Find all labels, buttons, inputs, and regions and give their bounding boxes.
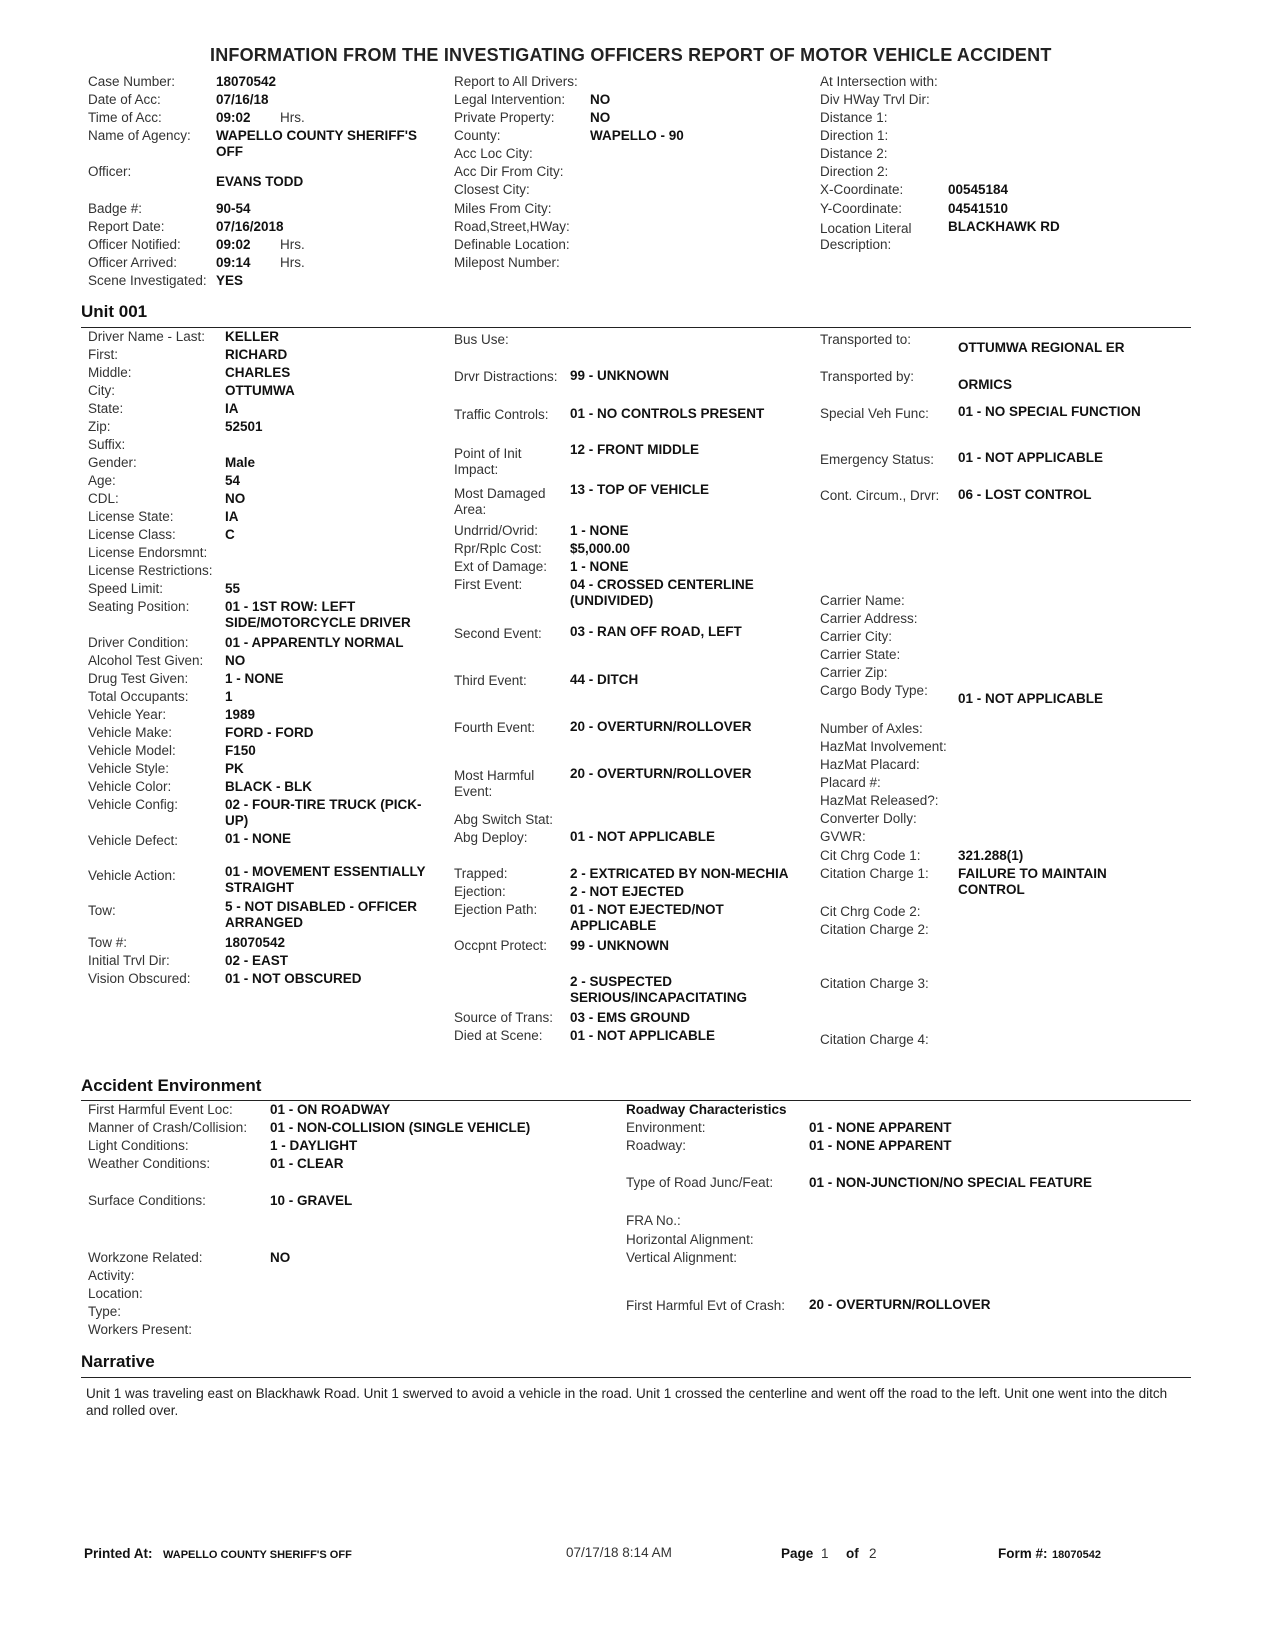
field-label: Middle: xyxy=(88,365,132,380)
page-title: INFORMATION FROM THE INVESTIGATING OFFICERS REPORT OF MOTOR VEHICLE ACCIDENT xyxy=(210,45,1052,65)
field-label: Ejection: xyxy=(454,884,506,899)
field-label: Bus Use: xyxy=(454,332,509,347)
field-label: Manner of Crash/Collision: xyxy=(88,1120,248,1135)
repair-cost: $5,000.00 xyxy=(570,541,631,556)
print-timestamp: 07/17/18 8:14 AM xyxy=(566,1545,672,1560)
field-label: Citation Charge 3: xyxy=(820,976,929,991)
private-property: NO xyxy=(590,110,611,125)
field-label: Citation Charge 4: xyxy=(820,1032,929,1047)
page-total: 2 xyxy=(869,1546,877,1561)
field-label: Event: xyxy=(454,784,493,799)
field-label: Roadway: xyxy=(626,1138,687,1153)
field-label: Impact: xyxy=(454,462,499,477)
field-label: Time of Acc: xyxy=(88,110,162,125)
first-event-cont: (UNDIVIDED) xyxy=(570,593,654,608)
field-label: Converter Dolly: xyxy=(820,811,917,826)
field-label: Cont. Circum., Drvr: xyxy=(820,488,940,503)
field-label: X-Coordinate: xyxy=(820,182,904,197)
driver-city: OTTUMWA xyxy=(225,383,295,398)
field-label: Type of Road Junc/Feat: xyxy=(626,1175,774,1190)
field-label: Acc Loc City: xyxy=(454,146,533,161)
field-label: GVWR: xyxy=(820,829,866,844)
ejection-path: 01 - NOT EJECTED/NOT xyxy=(570,902,724,917)
ejection-path-cont: APPLICABLE xyxy=(570,918,657,933)
source-of-transport: 03 - EMS GROUND xyxy=(570,1010,691,1025)
field-label: Abg Switch Stat: xyxy=(454,812,554,827)
field-label: Surface Conditions: xyxy=(88,1193,206,1208)
field-label: Definable Location: xyxy=(454,237,570,252)
most-damaged-area: 13 - TOP OF VEHICLE xyxy=(570,482,710,497)
field-label: Ext of Damage: xyxy=(454,559,548,574)
field-label: County: xyxy=(454,128,501,143)
date-of-acc: 07/16/18 xyxy=(216,92,269,107)
vehicle-style: PK xyxy=(225,761,244,776)
narrative-divider xyxy=(81,1377,1191,1378)
field-label: Gender: xyxy=(88,455,137,470)
field-label: Total Occupants: xyxy=(88,689,189,704)
initial-travel-dir: 02 - EAST xyxy=(225,953,289,968)
field-label: Placard #: xyxy=(820,775,881,790)
field-label: Direction 2: xyxy=(820,164,889,179)
narrative-text: Unit 1 was traveling east on Blackhawk Road. Unit 1 swerved to avoid a vehicle in the road. Unit 1 crossed the centerline and went off the road to the left. Unit one went into the ditch and rolled over. xyxy=(86,1386,1168,1418)
field-label: Seating Position: xyxy=(88,599,190,614)
field-label: Report Date: xyxy=(88,219,165,234)
hrs-suffix: Hrs. xyxy=(280,237,305,252)
driver-last-name: KELLER xyxy=(225,329,279,344)
field-label: Emergency Status: xyxy=(820,452,935,467)
vehicle-year: 1989 xyxy=(225,707,256,722)
fourth-event: 20 - OVERTURN/ROLLOVER xyxy=(570,719,752,734)
field-label: First Harmful Evt of Crash: xyxy=(626,1298,786,1313)
traffic-controls: 01 - NO CONTROLS PRESENT xyxy=(570,406,765,421)
field-label: Tow #: xyxy=(88,935,128,950)
field-label: Report to All Drivers: xyxy=(454,74,578,89)
field-label: Died at Scene: xyxy=(454,1028,543,1043)
died-at-scene: 01 - NOT APPLICABLE xyxy=(570,1028,716,1043)
manner-of-crash: 01 - NON-COLLISION (SINGLE VEHICLE) xyxy=(270,1120,531,1135)
hrs-suffix: Hrs. xyxy=(280,110,305,125)
field-label: Cargo Body Type: xyxy=(820,683,928,698)
injury-status-cont: SERIOUS/INCAPACITATING xyxy=(570,990,748,1005)
field-label: Vision Obscured: xyxy=(88,971,191,986)
field-label: Carrier Address: xyxy=(820,611,918,626)
emergency-status: 01 - NOT APPLICABLE xyxy=(958,450,1104,465)
field-label: License Class: xyxy=(88,527,176,542)
occupant-protection: 99 - UNKNOWN xyxy=(570,938,670,953)
field-label: Acc Dir From City: xyxy=(454,164,564,179)
cargo-body-type: 01 - NOT APPLICABLE xyxy=(958,691,1104,706)
first-harmful-event-loc: 01 - ON ROADWAY xyxy=(270,1102,391,1117)
field-label: Officer Arrived: xyxy=(88,255,178,270)
third-event: 44 - DITCH xyxy=(570,672,639,687)
extent-of-damage: 1 - NONE xyxy=(570,559,629,574)
field-label: Area: xyxy=(454,502,487,517)
county: WAPELLO - 90 xyxy=(590,128,684,143)
environment-heading: Accident Environment xyxy=(81,1076,262,1095)
field-label: Citation Charge 1: xyxy=(820,866,929,881)
field-label: Carrier Name: xyxy=(820,593,905,608)
field-label: Third Event: xyxy=(454,673,527,688)
field-label: Citation Charge 2: xyxy=(820,922,929,937)
point-of-impact: 12 - FRONT MIDDLE xyxy=(570,442,700,457)
field-label: Weather Conditions: xyxy=(88,1156,211,1171)
agency-name: WAPELLO COUNTY SHERIFF'S xyxy=(216,128,417,143)
driver-middle-name: CHARLES xyxy=(225,365,291,380)
x-coordinate: 00545184 xyxy=(948,182,1009,197)
light-conditions: 1 - DAYLIGHT xyxy=(270,1138,358,1153)
field-label: Traffic Controls: xyxy=(454,407,549,422)
field-label: Rpr/Rplc Cost: xyxy=(454,541,542,556)
field-label: First: xyxy=(88,347,118,362)
field-label: Distance 1: xyxy=(820,110,888,125)
driver-zip: 52501 xyxy=(225,419,263,434)
citation-charge-1-cont: CONTROL xyxy=(958,882,1025,897)
unit-heading: Unit 001 xyxy=(81,302,148,321)
drug-test: 1 - NONE xyxy=(225,671,284,686)
field-label: Activity: xyxy=(88,1268,135,1283)
field-label: Carrier Zip: xyxy=(820,665,888,680)
transported-to: OTTUMWA REGIONAL ER xyxy=(958,340,1125,355)
underride-override: 1 - NONE xyxy=(570,523,629,538)
field-label: Distance 2: xyxy=(820,146,888,161)
time-of-acc: 09:02 xyxy=(216,110,251,125)
field-label: Direction 1: xyxy=(820,128,889,143)
field-label: Suffix: xyxy=(88,437,126,452)
field-label: Alcohol Test Given: xyxy=(88,653,204,668)
road-junction-feature: 01 - NON-JUNCTION/NO SPECIAL FEATURE xyxy=(809,1175,1093,1190)
field-label: Vehicle Action: xyxy=(88,868,176,883)
field-label: Case Number: xyxy=(88,74,176,89)
tow-cont: ARRANGED xyxy=(225,915,304,930)
page-label: Page xyxy=(781,1546,814,1561)
roadway-value: 01 - NONE APPARENT xyxy=(809,1138,952,1153)
license-class: C xyxy=(225,527,235,542)
field-label: HazMat Involvement: xyxy=(820,739,947,754)
transported-by: ORMICS xyxy=(958,377,1012,392)
field-label: Ejection Path: xyxy=(454,902,538,917)
field-label: Cit Chrg Code 2: xyxy=(820,904,921,919)
citation-code-1: 321.288(1) xyxy=(958,848,1024,863)
field-label: Number of Axles: xyxy=(820,721,923,736)
field-label: City: xyxy=(88,383,115,398)
case-number: 18070542 xyxy=(216,74,277,89)
alcohol-test: NO xyxy=(225,653,246,668)
total-occupants: 1 xyxy=(225,689,233,704)
seating-position: 01 - 1ST ROW: LEFT xyxy=(225,599,356,614)
field-label: Carrier City: xyxy=(820,629,893,644)
vehicle-action-cont: STRAIGHT xyxy=(225,880,294,895)
field-label: Occpnt Protect: xyxy=(454,938,548,953)
field-label: HazMat Placard: xyxy=(820,757,920,772)
field-label: Officer Notified: xyxy=(88,237,181,252)
driver-state: IA xyxy=(225,401,239,416)
field-label: Light Conditions: xyxy=(88,1138,189,1153)
field-label: Undrrid/Ovrid: xyxy=(454,523,539,538)
vehicle-color: BLACK - BLK xyxy=(225,779,312,794)
field-label: Initial Trvl Dir: xyxy=(88,953,170,968)
field-label: Miles From City: xyxy=(454,201,552,216)
first-harmful-event-of-crash: 20 - OVERTURN/ROLLOVER xyxy=(809,1297,991,1312)
field-label: Date of Acc: xyxy=(88,92,161,107)
field-label: HazMat Released?: xyxy=(820,793,939,808)
driver-cdl: NO xyxy=(225,491,246,506)
driver-gender: Male xyxy=(225,455,256,470)
field-label: Vehicle Model: xyxy=(88,743,176,758)
field-label: Private Property: xyxy=(454,110,555,125)
field-label: Officer: xyxy=(88,164,132,179)
field-label: Location Literal xyxy=(820,221,912,236)
printed-at-label: Printed At: xyxy=(84,1546,153,1561)
driver-distractions: 99 - UNKNOWN xyxy=(570,368,670,383)
field-label: Location: xyxy=(88,1286,143,1301)
vision-obscured: 01 - NOT OBSCURED xyxy=(225,971,362,986)
field-label: Scene Investigated: xyxy=(88,273,207,288)
field-label: First Event: xyxy=(454,577,523,592)
license-state: IA xyxy=(225,509,239,524)
field-label: Most Harmful xyxy=(454,768,535,783)
vehicle-model: F150 xyxy=(225,743,256,758)
form-label: Form #: xyxy=(998,1546,1048,1561)
printed-at-value: WAPELLO COUNTY SHERIFF'S OFF xyxy=(163,1549,352,1561)
legal-intervention: NO xyxy=(590,92,611,107)
form-number: 18070542 xyxy=(1052,1549,1101,1561)
field-label: License Endorsmnt: xyxy=(88,545,208,560)
field-label: Drvr Distractions: xyxy=(454,369,558,384)
field-label: Speed Limit: xyxy=(88,581,164,596)
driver-condition: 01 - APPARENTLY NORMAL xyxy=(225,635,404,650)
field-label: Horizontal Alignment: xyxy=(626,1232,754,1247)
field-label: Y-Coordinate: xyxy=(820,201,903,216)
field-label: Tow: xyxy=(88,903,116,918)
field-label: Source of Trans: xyxy=(454,1010,554,1025)
field-label: License State: xyxy=(88,509,174,524)
field-label: Vertical Alignment: xyxy=(626,1250,738,1265)
driver-age: 54 xyxy=(225,473,241,488)
field-label: Driver Condition: xyxy=(88,635,189,650)
field-label: Most Damaged xyxy=(454,486,546,501)
scene-investigated: YES xyxy=(216,273,244,288)
field-label: Vehicle Year: xyxy=(88,707,167,722)
page-number: 1 xyxy=(821,1546,829,1561)
field-label: Closest City: xyxy=(454,182,530,197)
badge-number: 90-54 xyxy=(216,201,251,216)
vehicle-action: 01 - MOVEMENT ESSENTIALLY xyxy=(225,864,426,879)
field-label: Abg Deploy: xyxy=(454,830,528,845)
field-label: FRA No.: xyxy=(626,1213,681,1228)
vehicle-defect: 01 - NONE xyxy=(225,831,292,846)
field-label: Vehicle Defect: xyxy=(88,833,179,848)
officer-notified: 09:02 xyxy=(216,237,251,252)
ejection: 2 - NOT EJECTED xyxy=(570,884,685,899)
most-harmful-event: 20 - OVERTURN/ROLLOVER xyxy=(570,766,752,781)
field-label: Workzone Related: xyxy=(88,1250,203,1265)
weather-conditions: 01 - CLEAR xyxy=(270,1156,344,1171)
trapped: 2 - EXTRICATED BY NON-MECHIA xyxy=(570,866,789,881)
officer-arrived: 09:14 xyxy=(216,255,251,270)
narrative-heading: Narrative xyxy=(81,1352,155,1371)
environment-divider xyxy=(81,1100,1191,1101)
second-event: 03 - RAN OFF ROAD, LEFT xyxy=(570,624,742,639)
citation-charge-1: FAILURE TO MAINTAIN xyxy=(958,866,1107,881)
agency-name-cont: OFF xyxy=(216,144,243,159)
airbag-deploy: 01 - NOT APPLICABLE xyxy=(570,829,716,844)
field-label: Drug Test Given: xyxy=(88,671,189,686)
seating-position-cont: SIDE/MOTORCYCLE DRIVER xyxy=(225,615,411,630)
field-label: At Intersection with: xyxy=(820,74,938,89)
special-vehicle-function: 01 - NO SPECIAL FUNCTION xyxy=(958,404,1141,419)
field-label: Type: xyxy=(88,1304,122,1319)
field-label: Driver Name - Last: xyxy=(88,329,206,344)
officer-name: EVANS TODD xyxy=(216,174,304,189)
location-literal: BLACKHAWK RD xyxy=(948,219,1060,234)
contributing-circumstances: 06 - LOST CONTROL xyxy=(958,487,1092,502)
speed-limit: 55 xyxy=(225,581,241,596)
y-coordinate: 04541510 xyxy=(948,201,1009,216)
field-label: State: xyxy=(88,401,124,416)
field-label: Workers Present: xyxy=(88,1322,193,1337)
vehicle-make: FORD - FORD xyxy=(225,725,314,740)
hrs-suffix: Hrs. xyxy=(280,255,305,270)
field-label: CDL: xyxy=(88,491,119,506)
tow: 5 - NOT DISABLED - OFFICER xyxy=(225,899,417,914)
field-label: Second Event: xyxy=(454,626,542,641)
environment-value: 01 - NONE APPARENT xyxy=(809,1120,952,1135)
field-label: Badge #: xyxy=(88,201,143,216)
field-label: Trapped: xyxy=(454,866,508,881)
field-label: Milepost Number: xyxy=(454,255,560,270)
of-label: of xyxy=(846,1546,859,1561)
field-label: Description: xyxy=(820,237,892,252)
field-label: Vehicle Config: xyxy=(88,797,179,812)
surface-conditions: 10 - GRAVEL xyxy=(270,1193,353,1208)
roadway-characteristics-heading: Roadway Characteristics xyxy=(626,1102,787,1117)
injury-status: 2 - SUSPECTED xyxy=(570,974,673,989)
unit-divider xyxy=(81,327,1191,328)
field-label: Vehicle Style: xyxy=(88,761,170,776)
field-label: Transported by: xyxy=(820,369,915,384)
field-label: Carrier State: xyxy=(820,647,901,662)
field-label: Transported to: xyxy=(820,332,912,347)
field-label: Point of Init xyxy=(454,446,522,461)
field-label: Name of Agency: xyxy=(88,128,191,143)
field-label: Special Veh Func: xyxy=(820,406,929,421)
field-label: Vehicle Make: xyxy=(88,725,173,740)
field-label: First Harmful Event Loc: xyxy=(88,1102,233,1117)
vehicle-config-cont: UP) xyxy=(225,813,249,828)
field-label: Legal Intervention: xyxy=(454,92,566,107)
field-label: Road,Street,HWay: xyxy=(454,219,570,234)
field-label: Environment: xyxy=(626,1120,706,1135)
tow-number: 18070542 xyxy=(225,935,286,950)
field-label: Vehicle Color: xyxy=(88,779,172,794)
field-label: License Restrictions: xyxy=(88,563,213,578)
field-label: Fourth Event: xyxy=(454,720,536,735)
field-label: Zip: xyxy=(88,419,111,434)
field-label: Div HWay Trvl Dir: xyxy=(820,92,930,107)
first-event: 04 - CROSSED CENTERLINE xyxy=(570,577,754,592)
driver-first-name: RICHARD xyxy=(225,347,288,362)
field-label: Cit Chrg Code 1: xyxy=(820,848,921,863)
vehicle-config: 02 - FOUR-TIRE TRUCK (PICK- xyxy=(225,797,422,812)
field-label: Age: xyxy=(88,473,116,488)
workzone-related: NO xyxy=(270,1250,291,1265)
report-date: 07/16/2018 xyxy=(216,219,284,234)
